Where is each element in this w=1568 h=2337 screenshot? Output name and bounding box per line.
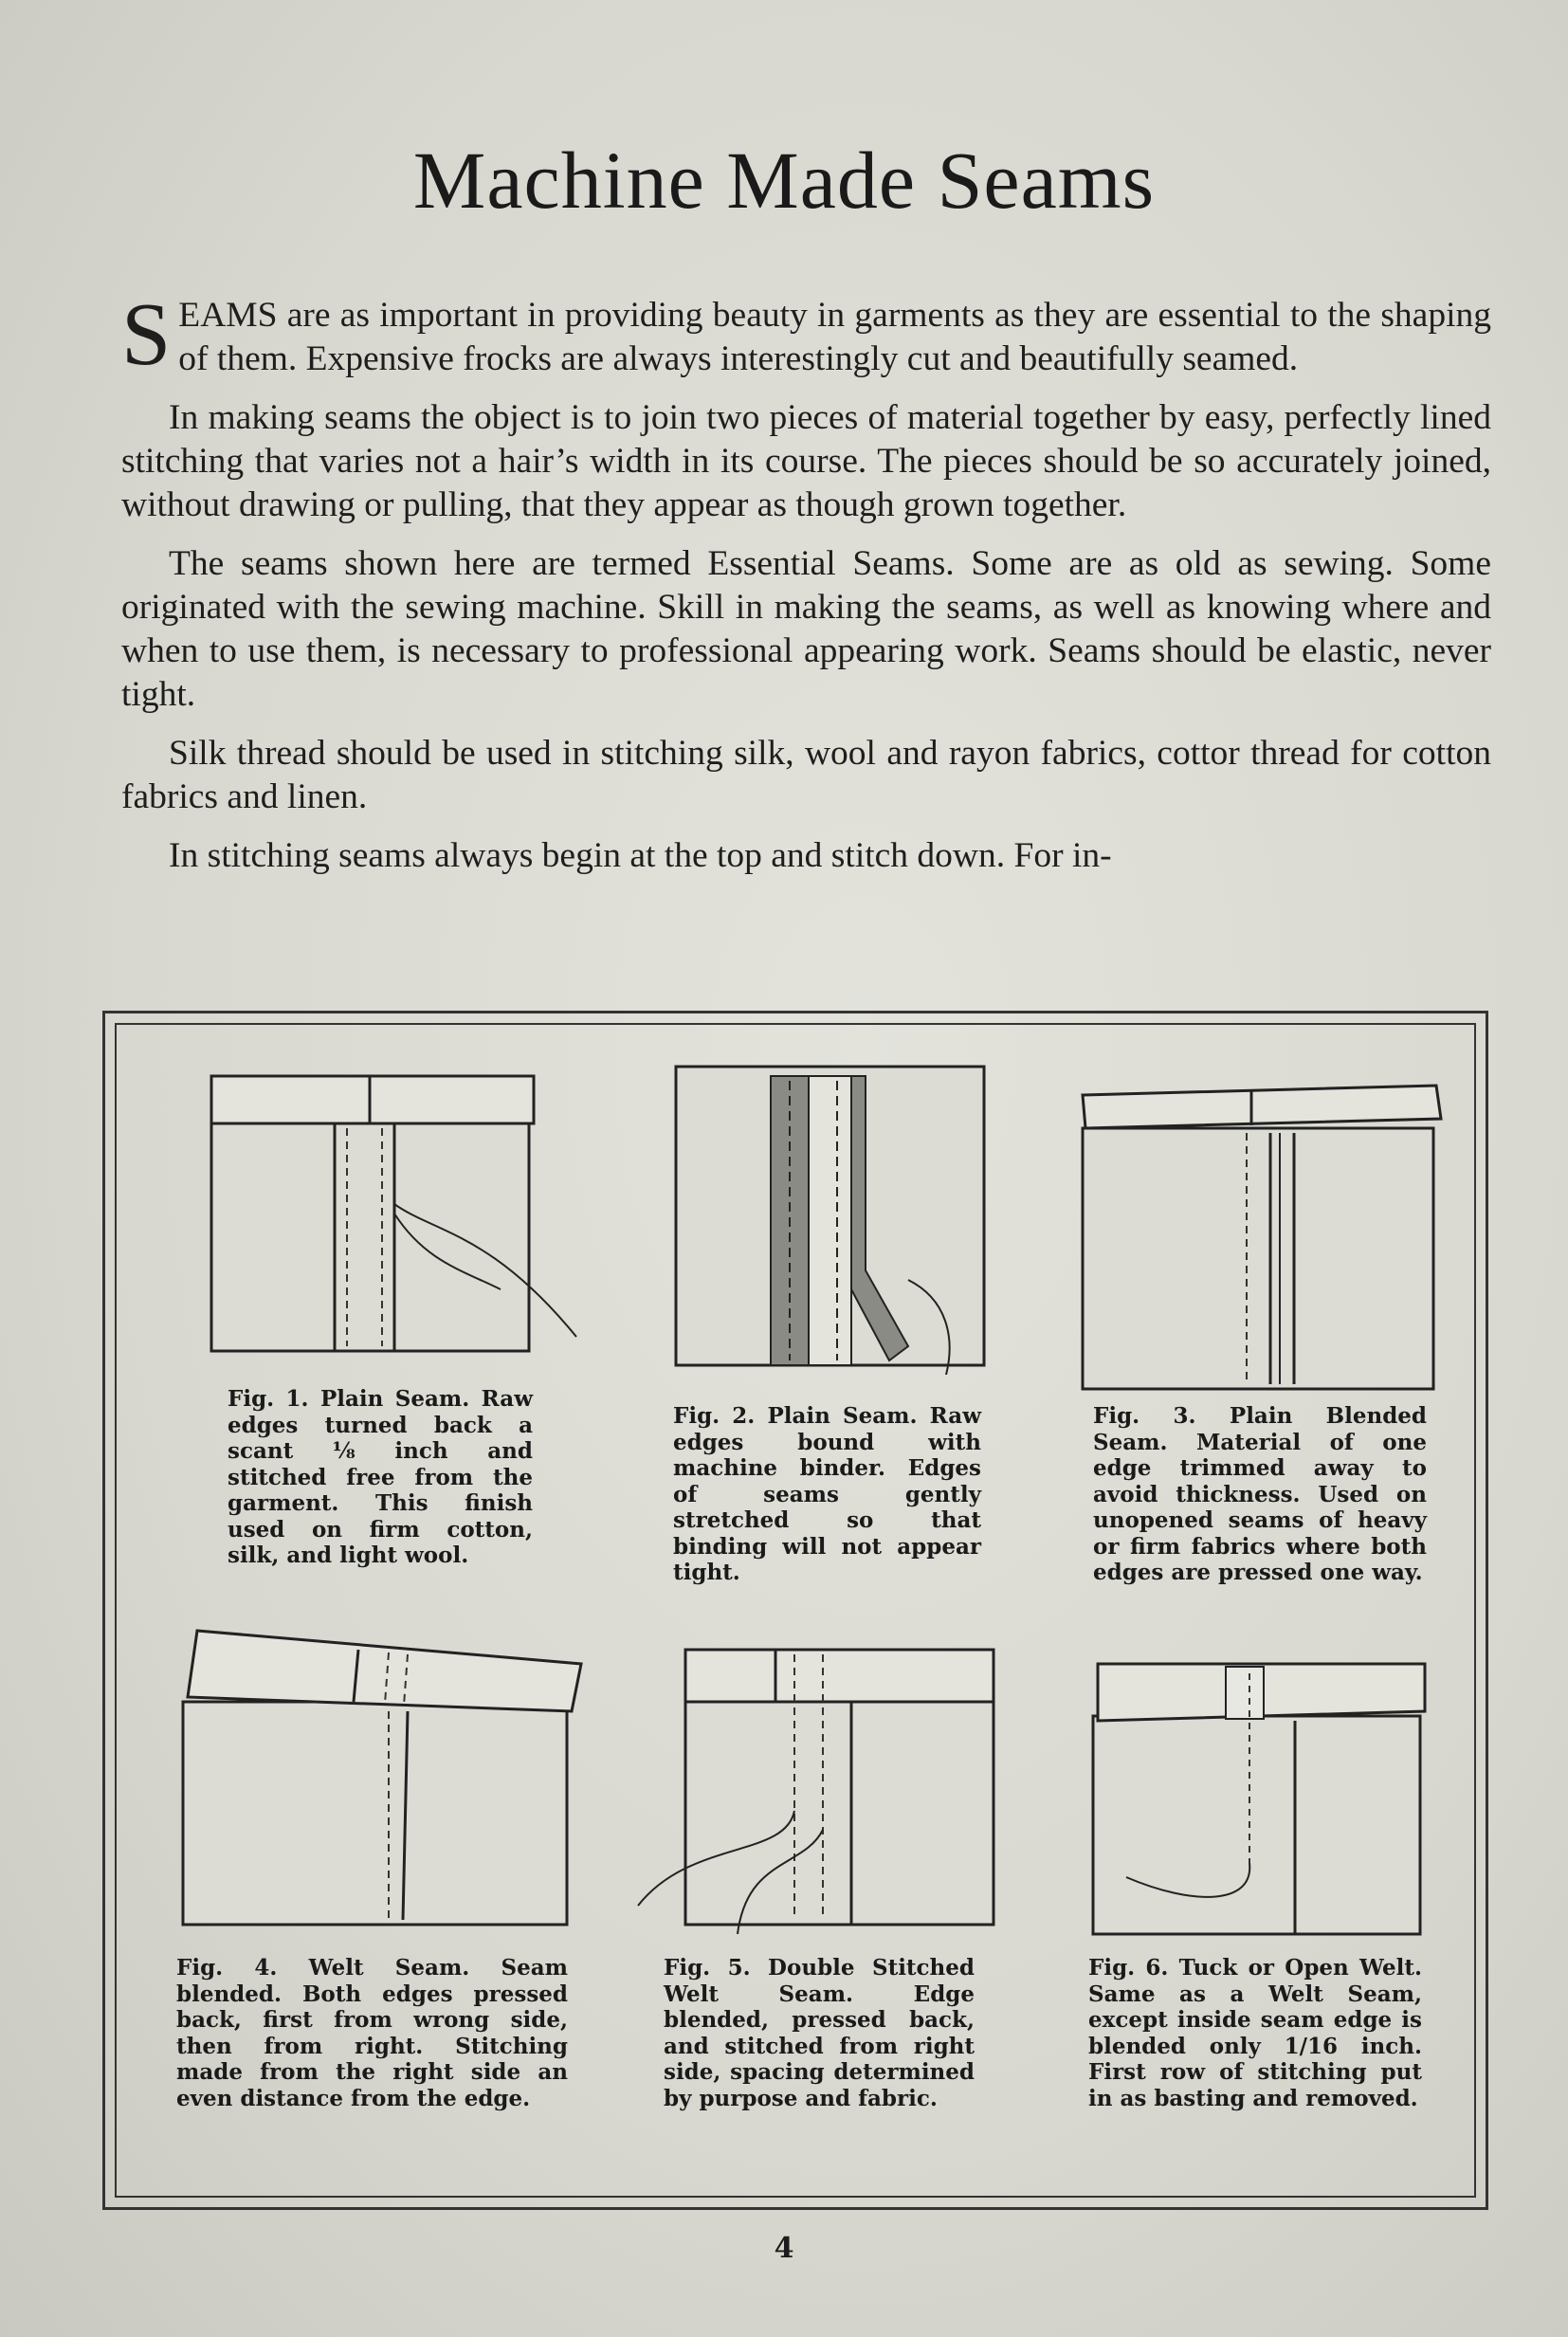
fig-2-caption: Fig. 2. Plain Seam. Raw edges bound with machine binder. Edges of seams gently stretched so that binding will not appear tight. bbox=[673, 1403, 981, 1585]
fig-2-illustration bbox=[671, 1062, 1012, 1375]
drop-cap: S bbox=[121, 285, 172, 384]
page-title: Machine Made Seams bbox=[412, 135, 1156, 226]
fig-5-caption: Fig. 5. Double Stitched Welt Seam. Edge blended, pressed back, and stitched from right side, spacing determined by purpose and fabric. bbox=[664, 1955, 975, 2111]
paragraph-1 bbox=[121, 285, 1491, 384]
paragraph-3: The seams shown here are termed Essential Seams. Some are as old as sewing. Some originated with the sewing machine. Skill in making the seams, as well as knowing where and when to use them, is necessary to professional appearing work. Seams should be elastic, never tight. bbox=[121, 544, 1491, 714]
fig-6-caption: Fig. 6. Tuck or Open Welt. Same as a Welt Seam, except inside seam edge is blended only 1/16 inch. First row of stitching put in as basting and removed. bbox=[1088, 1955, 1422, 2111]
body-text bbox=[121, 285, 1491, 893]
paragraph-2: In making seams the object is to join two pieces of material together by easy, perfectly lined stitching that varies not a hair’s width in its course. The pieces should be so accurately joined, without drawing or pulling, that they appear as though grown together. bbox=[121, 398, 1491, 524]
fig-4-caption: Fig. 4. Welt Seam. Seam blended. Both edges pressed back, first from wrong side, then from right. Stitching made from the right side an even distance from the edge. bbox=[176, 1955, 568, 2111]
paragraph-1-text: EAMS are as important in providing beauty in garments as they are essential to the shaping of them. Expensive frocks are always interestingly cut and beautifully seamed. bbox=[178, 296, 1491, 378]
paragraph-4: Silk thread should be used in stitching silk, wool and rayon fabrics, cottor thread for cotton fabrics and linen. bbox=[121, 734, 1491, 816]
fig-1-caption: Fig. 1. Plain Seam. Raw edges turned back a scant ⅛ inch and stitched free from the garment. This finish used on firm cotton, silk, and light wool. bbox=[228, 1386, 533, 1568]
paragraph-5: In stitching seams always begin at the top and stitch down. For in- bbox=[169, 836, 1112, 875]
fig-6-illustration bbox=[1088, 1659, 1430, 1944]
fig-1-illustration bbox=[207, 1071, 586, 1384]
fig-3-illustration bbox=[1076, 1076, 1446, 1398]
fig-4-illustration bbox=[178, 1626, 586, 1934]
fig-3-caption: Fig. 3. Plain Blended Seam. Material of one edge trimmed away to avoid thickness. Used on unopened seams of heavy or firm fabrics where both edges are pressed one way. bbox=[1093, 1403, 1427, 1585]
fig-5-illustration bbox=[633, 1640, 1003, 1934]
page-number: 4 bbox=[774, 2232, 794, 2265]
